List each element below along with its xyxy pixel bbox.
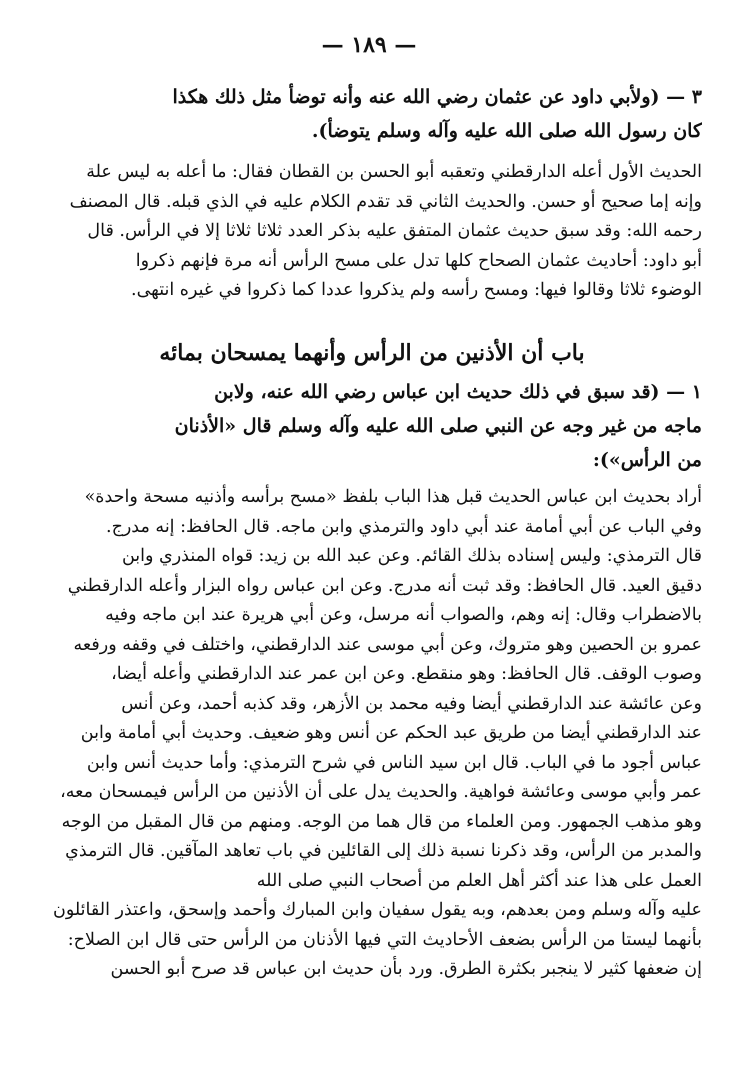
hadith-1-text [42, 375, 702, 477]
text-line: ٣ — (ولأبي داود عن عثمان رضي الله عنه وأنه توضأ مثل ذلك هكذا [172, 86, 702, 108]
text-line: عند الدارقطني أيضا من طريق عبد الحكم عن أنس وهو ضعيف. وحديث أبي أمامة وابن [80, 723, 702, 743]
text-line: من الرأس»): [592, 449, 702, 471]
commentary-paragraph-1 [42, 158, 702, 306]
text-line: بالاضطراب وقال: إنه وهم، والصواب أنه مرسل، وعن أبي هريرة عند ابن ماجه وفيه [105, 605, 702, 625]
text-line: ماجه من غير وجه عن النبي صلى الله عليه وآله وسلم قال «الأذنان [174, 415, 702, 437]
text-line: عمرو بن الحصين وهو متروك، وعن أبي موسى عند الدارقطني، واختلف في وقفه ورفعه [73, 634, 702, 655]
text-line: وصوب الوقف. قال الحافظ: وهو منقطع. وعن ابن عمر عند الدارقطني وأعله أيضا، [111, 664, 702, 684]
text-line: أبو داود: أحاديث عثمان الصحاح كلها تدل على مسح الرأس أنه مرة فإنهم ذكروا [135, 250, 702, 271]
text-line: عمر وأبي موسى وعائشة فواهية. والحديث يدل على أن الأذنين من الرأس فيمسحان معه، [60, 782, 702, 802]
text-line: عباس أجود ما في الباب. قال ابن سيد الناس في شرح الترمذي: وأما حديث أنس وابن [86, 752, 702, 773]
text-line: الحديث الأول أعله الدارقطني وتعقبه أبو الحسن بن القطان فقال: ما أعله به ليس علة [86, 162, 702, 182]
text-line: أراد بحديث ابن عباس الحديث قبل هذا الباب بلفظ «مسح برأسه وأذنيه مسحة واحدة» [84, 487, 702, 507]
text-line: إن ضعفها كثير لا ينجبر بكثرة الطرق. ورد بأن حديث ابن عباس قد صرح أبو الحسن [110, 959, 702, 979]
text-line: رحمه الله: وقد سبق حديث عثمان المتفق عليه بذكر العدد ثلاثا ثلاثا إلا في الرأس. قال [87, 221, 702, 241]
page-number: — ١٨٩ — [321, 32, 417, 58]
text-line: وفي الباب عن أبي أمامة عند أبي داود والترمذي وابن ماجه. قال الحافظ: إنه مدرج. [106, 516, 702, 537]
chapter-title: باب أن الأذنين من الرأس وأنهما يمسحان بمائه [159, 340, 585, 366]
text-line: الوضوء ثلاثا وقالوا فيها: ومسح رأسه ولم يذكروا عددا كما ذكروا في غيره انتهى. [131, 280, 702, 300]
text-line: وعن عائشة عند الدارقطني أيضا وفيه محمد بن الأزهر، وقد كذبه أحمد، وعن أنس [121, 693, 702, 714]
text-line: عليه وآله وسلم ومن بعدهم، وبه يقول سفيان وابن المبارك وأحمد وإسحق، واعتذر القائلون [53, 900, 702, 920]
text-line: وإنه إما صحيح أو حسن. والحديث الثاني قد تقدم الكلام عليه في الذي قبله. قال المصنف [69, 191, 702, 212]
text-line: ١ — (قد سبق في ذلك حديث ابن عباس رضي الله عنه، ولابن [214, 381, 702, 403]
text-line: بأنهما ليستا من الرأس بضعف الأحاديث التي فيها الأذنان من الرأس حتى قال ابن الصلاح: [67, 929, 702, 950]
text-line: قال الترمذي: وليس إسناده بذلك القائم. وعن عبد الله بن زيد: قواه المنذري وابن [121, 546, 702, 566]
text-line: العمل على هذا عند أكثر أهل العلم من أصحاب النبي صلى الله [256, 870, 702, 891]
commentary-paragraph-2 [42, 483, 702, 985]
text-line: كان رسول الله صلى الله عليه وآله وسلم يتوضأ). [311, 120, 702, 142]
text-line: وهو مذهب الجمهور. ومن العلماء من قال هما من الوجه. ومنهم من قال المقبل من الوجه [61, 811, 702, 832]
hadith-3-text [42, 80, 702, 148]
text-line: والمدبر من الرأس، وقد ذكرنا نسبة ذلك إلى القائلين في باب تعاهد المآقين. قال الترمذي [65, 841, 702, 861]
text-line: دقيق العيد. قال الحافظ: وقد ثبت أنه مدرج. وعن ابن عباس رواه البزار وأعله الدارقطني [67, 575, 702, 596]
